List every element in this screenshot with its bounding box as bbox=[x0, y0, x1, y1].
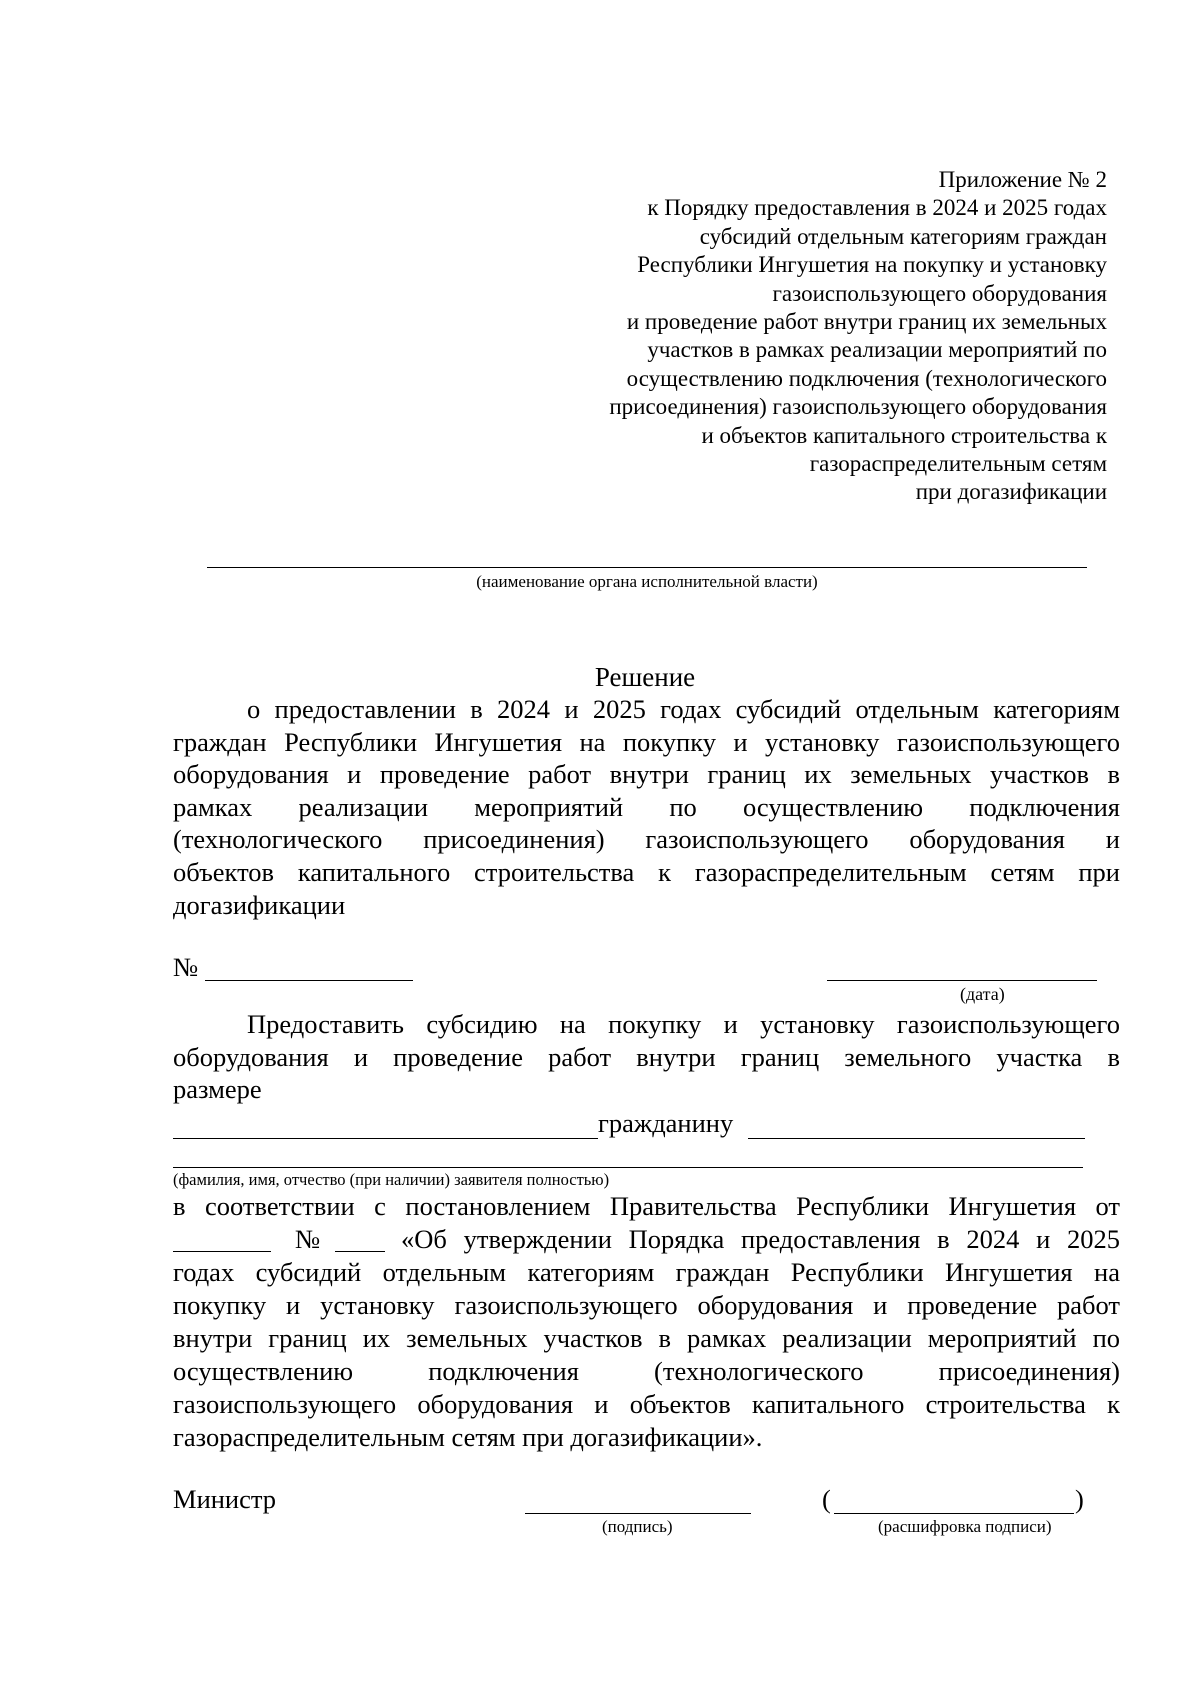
appendix-line: при догазификации bbox=[915, 479, 1107, 505]
resolution-line bbox=[173, 1223, 1120, 1256]
resolution-line: покупку и установку газоиспользующего оборудования и проведение работ bbox=[173, 1290, 1120, 1320]
appendix-line: присоединения) газоиспользующего оборудования bbox=[609, 394, 1107, 420]
applicant-fio-caption: (фамилия, имя, отчество (при наличии) заявителя полностью) bbox=[173, 1170, 610, 1189]
resolution-line: в соответствии с постановлением Правительства Республики Ингушетия от bbox=[173, 1191, 1120, 1221]
decision-number-blank[interactable] bbox=[205, 980, 413, 981]
subject-line: граждан Республики Ингушетия на покупку и установку газоиспользующего bbox=[173, 726, 1120, 757]
grant-line: Предоставить субсидию на покупку и установку газоиспользующего bbox=[247, 1009, 1120, 1039]
citizen-name-blank[interactable] bbox=[748, 1138, 1085, 1139]
organ-name-caption: (наименование органа исполнительной власти) bbox=[476, 572, 818, 591]
appendix-line: и объектов капитального строительства к bbox=[701, 422, 1107, 448]
grant-paragraph bbox=[173, 1008, 1120, 1106]
resolution-number-blank[interactable] bbox=[335, 1251, 385, 1252]
resolution-line: осуществлению подключения (технологического присоединения) bbox=[173, 1356, 1120, 1386]
subject-line: (технологического присоединения) газоиспользующего оборудования и bbox=[173, 824, 1120, 855]
subject-line: догазификации bbox=[173, 889, 346, 920]
decoding-open-paren: ( bbox=[822, 1484, 831, 1514]
appendix-line: газоиспользующего оборудования bbox=[772, 280, 1107, 306]
appendix-line: и проведение работ внутри границ их земельных bbox=[626, 309, 1107, 335]
appendix-line: к Порядку предоставления в 2024 и 2025 годах bbox=[647, 195, 1107, 221]
resolution-line: годах субсидий отдельным категориям граждан Республики Ингушетия на bbox=[173, 1257, 1120, 1287]
signature-decoding-caption: (расшифровка подписи) bbox=[878, 1517, 1052, 1536]
resolution-line: внутри границ их земельных участков в рамках реализации мероприятий по bbox=[173, 1323, 1120, 1353]
appendix-line: Приложение № 2 bbox=[938, 167, 1107, 192]
subject-line: оборудования и проведение работ внутри границ их земельных участков в bbox=[173, 759, 1120, 790]
grant-line: оборудования и проведение работ внутри границ земельного участка в bbox=[173, 1041, 1120, 1072]
subject-line: объектов капитального строительства к газораспределительным сетям при bbox=[173, 856, 1120, 887]
subject-line: рамках реализации мероприятий по осуществлению подключения bbox=[173, 791, 1120, 822]
appendix-line: осуществлению подключения (технологического bbox=[626, 365, 1107, 391]
applicant-fio-blank[interactable] bbox=[173, 1167, 1083, 1168]
appendix-line: субсидий отдельным категориям граждан bbox=[699, 223, 1107, 249]
number-label: № bbox=[173, 952, 199, 982]
resolution-date-blank[interactable] bbox=[173, 1251, 271, 1252]
signature-caption: (подпись) bbox=[602, 1517, 673, 1536]
resolution-paragraph bbox=[173, 1190, 1120, 1454]
decision-date-blank[interactable] bbox=[827, 980, 1097, 981]
organ-name-blank[interactable] bbox=[207, 567, 1087, 568]
amount-row bbox=[173, 1108, 1123, 1142]
amount-blank[interactable] bbox=[173, 1138, 598, 1139]
document-title: Решение bbox=[594, 662, 696, 692]
grant-line: размере bbox=[173, 1074, 262, 1105]
signature-decoding-blank[interactable] bbox=[834, 1513, 1074, 1514]
appendix-header bbox=[547, 166, 1107, 507]
resolution-line: газоиспользующего оборудования и объектов капитального строительства к bbox=[173, 1389, 1120, 1419]
decoding-close-paren: ) bbox=[1075, 1484, 1084, 1514]
resolution-number-sign: № bbox=[295, 1224, 321, 1254]
resolution-line: газораспределительным сетям при догазификации». bbox=[173, 1422, 763, 1452]
appendix-line: участков в рамках реализации мероприятий по bbox=[647, 337, 1107, 363]
appendix-line: газораспределительным сетям bbox=[809, 451, 1107, 477]
subject-line: о предоставлении в 2024 и 2025 годах субсидий отдельным категориям bbox=[247, 694, 1120, 724]
appendix-line: Республики Ингушетия на покупку и установку bbox=[637, 252, 1107, 278]
citizen-word: гражданину bbox=[598, 1108, 734, 1138]
date-caption: (дата) bbox=[960, 984, 1005, 1004]
decision-subject bbox=[173, 693, 1120, 921]
resolution-title-start: «Об утверждении Порядка предоставления в 2024 и 2025 bbox=[401, 1224, 1120, 1254]
signature-blank[interactable] bbox=[525, 1513, 751, 1514]
minister-label: Министр bbox=[173, 1484, 277, 1514]
